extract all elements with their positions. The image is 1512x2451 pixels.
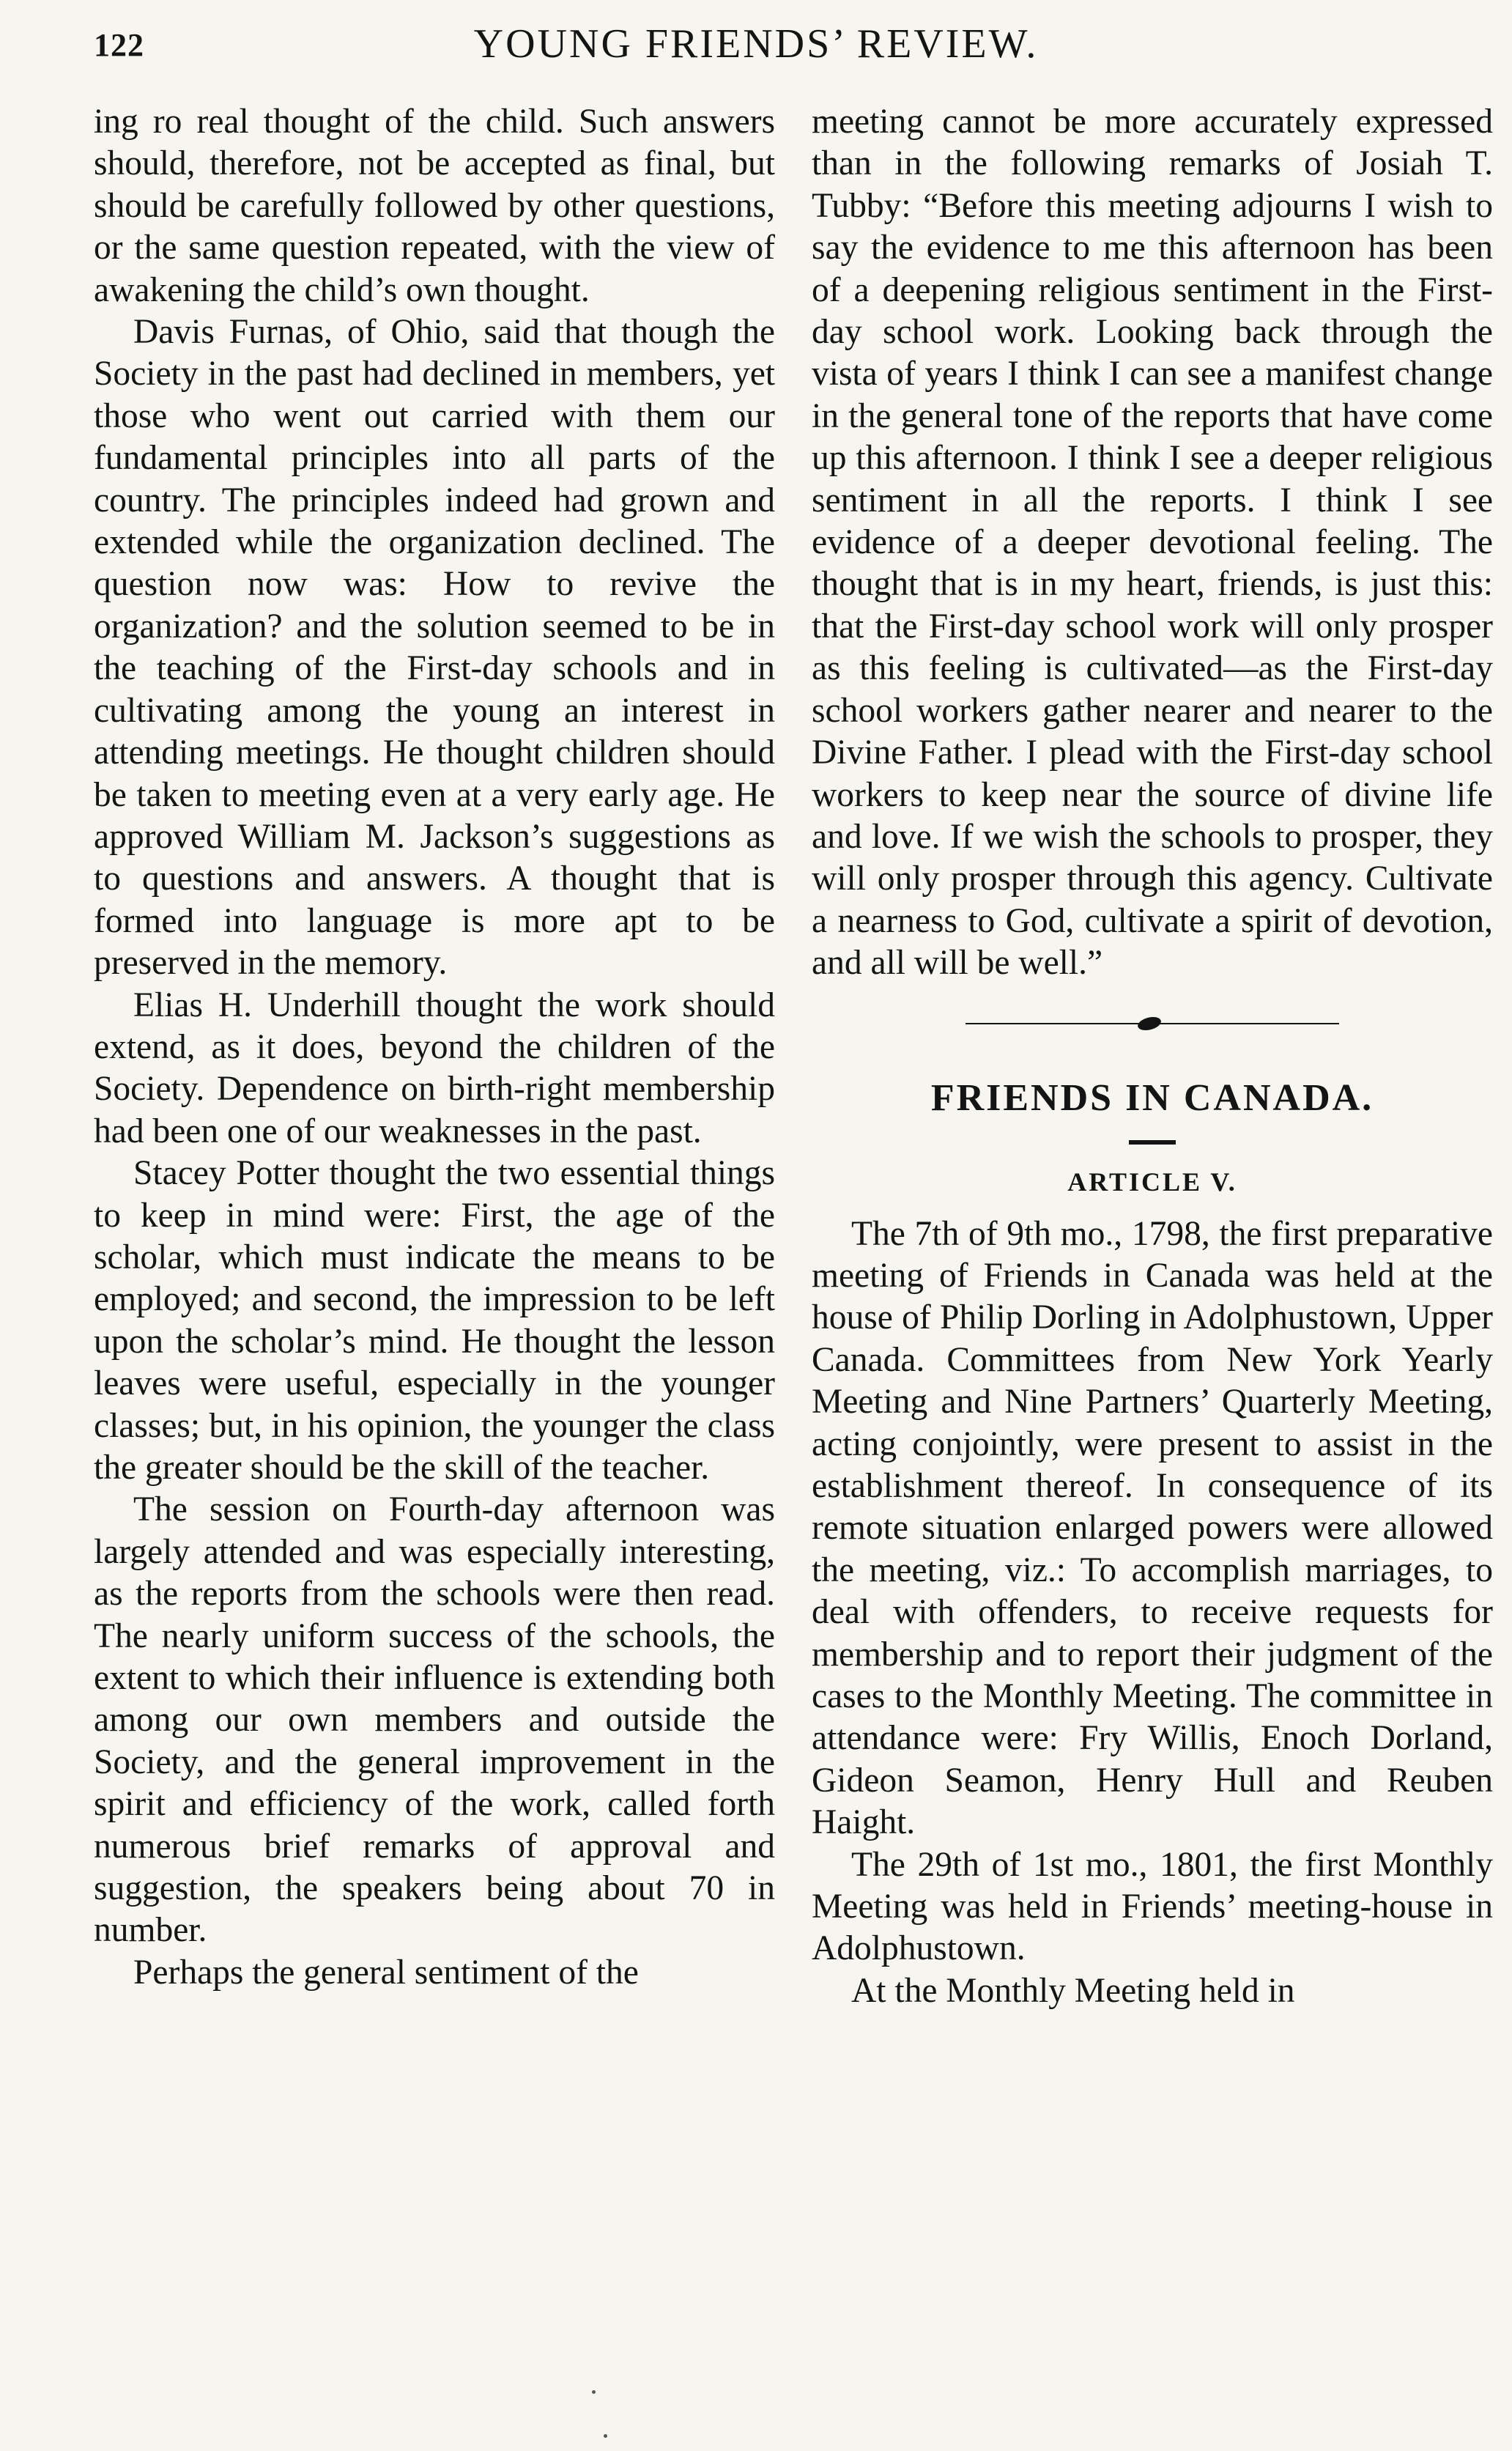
paragraph: Perhaps the general sentiment of the bbox=[133, 1953, 639, 1992]
left-column bbox=[94, 101, 775, 1994]
paragraph: Stacey Potter thought the two essential things to keep in mind were: First, the age of the scholar, which must indicate the means to be employed; and second, the impression to be left upon the scholar’s mind. He thought the lesson leaves were useful, especially in the younger classes; but, in his opinion, the younger the class the greater should be the skill of the teacher. bbox=[94, 1154, 775, 1487]
section-title: FRIENDS IN CANADA. bbox=[930, 1076, 1374, 1119]
ornamental-divider bbox=[812, 985, 1493, 1073]
paragraph: The session on Fourth-day afternoon was largely attended and was especially interesting, as the reports from the schools were then read. The nearly uniform success of the schools, the extent to which their influence is extending both among our own members and outside the Society, and the general improvement in the spirit and efficiency of the work, called forth numerous brief remarks of approval and suggestion, the speakers being about 70 in number. bbox=[94, 1490, 775, 1950]
print-speck bbox=[604, 2434, 607, 2438]
paragraph: The 29th of 1st mo., 1801, the first Monthly Meeting was held in Friends’ meeting-house in Adolphustown. bbox=[812, 1845, 1493, 1968]
paragraph: Elias H. Underhill thought the work should extend, as it does, beyond the children of the Society. Dependence on birth-right membership had been one of our weaknesses in the past. bbox=[94, 986, 775, 1150]
right-column bbox=[812, 101, 1493, 2012]
short-rule bbox=[1129, 1140, 1176, 1145]
paragraph: The 7th of 9th mo., 1798, the first preparative meeting of Friends in Canada was held at the house of Philip Dorling in Adolphustown, Upper Canada. Committees from New York Yearly Meeting and Nine Partners’ Quarterly Meeting, acting conjointly, were present to assist in the establishment thereof. In consequence of its remote situation enlarged powers were allowed the meeting, viz.: To accomplish marriages, to deal with offenders, to receive requests for membership and to report their judgment of the cases to the Monthly Meeting. The committee in attendance were: Fry Willis, Enoch Dorland, Gideon Seamon, Henry Hull and Reuben Haight. bbox=[812, 1214, 1493, 1842]
paragraph: Davis Furnas, of Ohio, said that though the Society in the past had declined in members, yet those who went out carried with them our fundamental principles into all parts of the country. The principles indeed had grown and extended while the organization declined. The question now was: How to revive the organization? and the solution seemed to be in the teaching of the First-day schools and in cultivating among the young an interest in attending meetings. He thought children should be taken to meeting even at a very early age. He approved William M. Jackson’s suggestions as to questions and answers. A thought that is formed into language is more apt to be preserved in the memory. bbox=[94, 313, 775, 983]
paragraph: ing ro real thought of the child. Such answers should, therefore, not be accepted as final, but should be carefully followed by other questions, or the same question repeated, with the view of awakening the child’s own thought. bbox=[94, 103, 775, 309]
paragraph: At the Monthly Meeting held in bbox=[851, 1971, 1295, 2010]
page-header bbox=[0, 21, 1512, 86]
running-title: YOUNG FRIENDS’ REVIEW. bbox=[473, 21, 1039, 67]
page-number: 122 bbox=[94, 27, 144, 63]
print-speck bbox=[592, 2390, 596, 2394]
divider-ornament bbox=[1135, 1017, 1164, 1030]
paragraph: meeting cannot be more accurately expressed than in the following remarks of Josiah T. Tubby: “Before this meeting adjourns I wish to say the evidence to me this afternoon has been of a deepening religious sentiment in the First-day school work. Looking back through the vista of years I think I can see a manifest change in the general tone of the reports that have come up this afternoon. I think I see a deeper religious sentiment in all the reports. I think I see evidence of a deeper devotional feeling. The thought that is in my heart, friends, is just this: that the First-day school work will only prosper as this feeling is cultivated—as the First-day school workers gather nearer and nearer to the Divine Father. I plead with the First-day school workers to keep near the source of divine life and love. If we wish the schools to prosper, they will only prosper through this agency. Cultivate a nearness to God, cultivate a spirit of devotion, and all will be well.” bbox=[812, 103, 1493, 983]
article-title: ARTICLE V. bbox=[1067, 1167, 1237, 1197]
